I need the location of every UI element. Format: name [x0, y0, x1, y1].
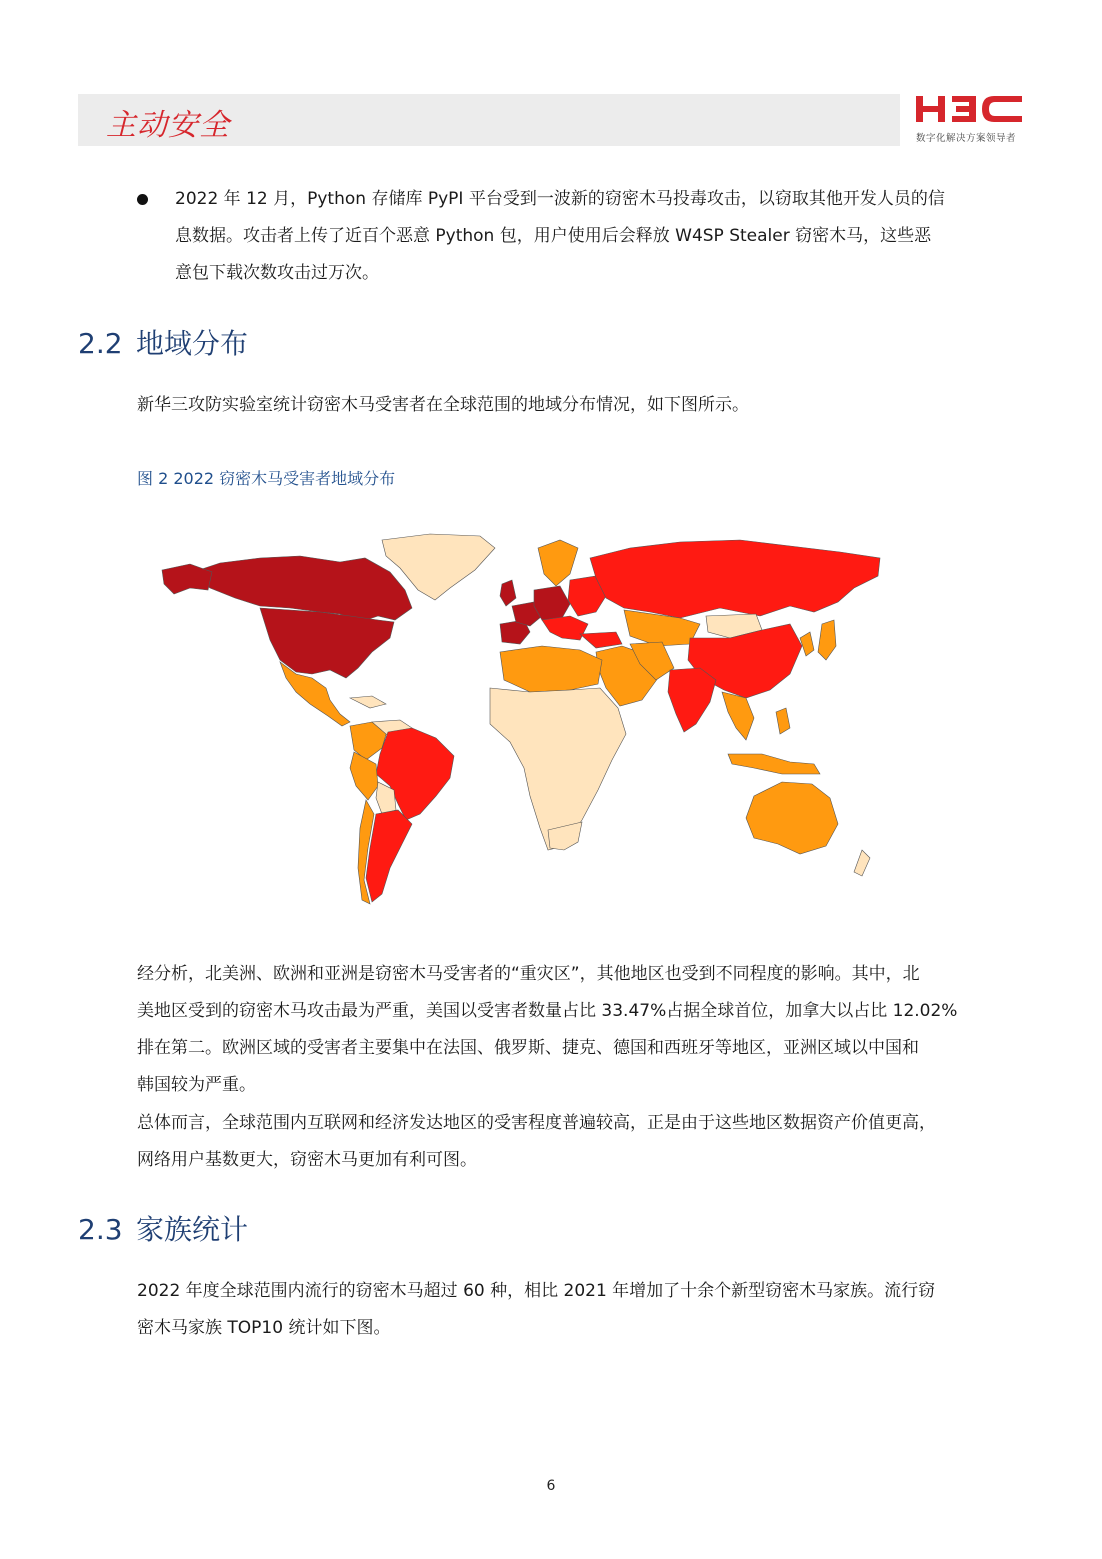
map-usa: [260, 608, 394, 678]
map-se-asia: [722, 692, 754, 740]
section-heading-2-2: [78, 322, 248, 362]
bullet-line-3: 意包下载次数攻击过万次。: [175, 263, 379, 283]
section-heading-2-3: [78, 1208, 248, 1248]
map-new-zealand: [854, 850, 870, 876]
section-2-2-intro: 新华三攻防实验室统计窃密木马受害者在全球范围的地域分布情况，如下图所示。: [137, 395, 749, 415]
map-north-africa: [500, 646, 602, 692]
map-australia: [746, 782, 838, 854]
map-argentina: [366, 810, 412, 902]
section-title: 地域分布: [136, 327, 249, 360]
page-number: 6: [546, 1478, 556, 1494]
map-india: [668, 668, 716, 732]
map-russia: [590, 540, 880, 618]
section-2-3-line-1: 2022 年度全球范围内流行的窃密木马超过 60 种，相比 2021 年增加了十余个新型窃密木马家族。流行窃: [137, 1281, 936, 1301]
section-title: 家族统计: [136, 1213, 249, 1246]
map-central-europe: [534, 586, 570, 620]
analysis-line-1: 经分析，北美洲、欧洲和亚洲是窃密木马受害者的“重灾区”，其他地区也受到不同程度的影响。其中，北: [137, 964, 920, 984]
analysis-line-3: 排在第二。欧洲区域的受害者主要集中在法国、俄罗斯、捷克、德国和西班牙等地区，亚洲区域以中国和: [137, 1038, 919, 1058]
world-map: [150, 528, 890, 913]
analysis-line-4: 韩国较为严重。: [137, 1075, 256, 1095]
map-indonesia: [728, 754, 820, 774]
map-philippines: [776, 708, 790, 734]
section-number: 2.3: [78, 1213, 123, 1246]
analysis-line-2: 美地区受到的窃密木马攻击最为严重，美国以受害者数量占比 33.47%占据全球首位，加拿大以占比 12.02%: [137, 1001, 958, 1021]
bullet-line-2: 息数据。攻击者上传了近百个恶意 Python 包，用户使用后会释放 W4SP Stealer 窃密木马，这些恶: [175, 226, 932, 246]
bullet-dot: [137, 194, 148, 205]
section-2-3-line-2: 密木马家族 TOP10 统计如下图。: [137, 1318, 391, 1338]
bullet-line-1: 2022 年 12 月，Python 存储库 PyPI 平台受到一波新的窃密木马投毒攻击，以窃取其他开发人员的信: [175, 189, 945, 209]
map-korea-japan: [800, 620, 836, 660]
map-scandinavia: [538, 540, 578, 586]
figure-caption: 图 2 2022 窃密木马受害者地域分布: [137, 469, 396, 488]
map-italy-balkans: [542, 616, 588, 640]
summary-line-1: 总体而言，全球范围内互联网和经济发达地区的受害程度普遍较高，正是由于这些地区数据资产价值更高，: [137, 1113, 936, 1133]
map-uk: [500, 580, 516, 606]
header-title: 主动安全: [106, 108, 230, 143]
logo-tagline: 数字化解决方案领导者: [916, 133, 1017, 144]
map-caribbean: [350, 696, 386, 708]
map-africa: [490, 688, 626, 850]
section-number: 2.2: [78, 327, 123, 360]
map-peru: [350, 752, 378, 800]
summary-line-2: 网络用户基数更大，窃密木马更加有利可图。: [137, 1150, 477, 1170]
map-turkey: [580, 632, 622, 648]
